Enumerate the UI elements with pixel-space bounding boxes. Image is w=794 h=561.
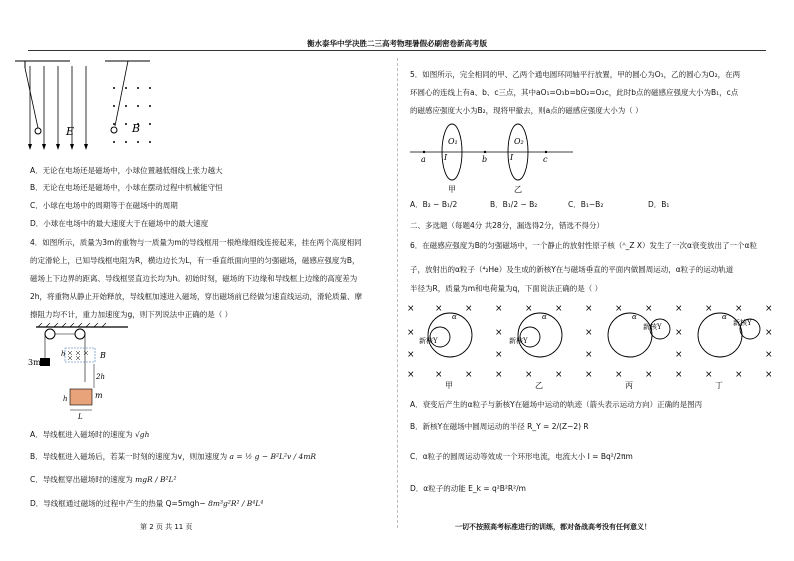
label-jia: 甲	[448, 185, 456, 194]
svg-text:×: ×	[585, 350, 593, 360]
label-i2: I	[510, 153, 514, 162]
page-number: 第 2 页 共 11 页	[140, 523, 193, 531]
q6-line-1: 6．在磁感应强度为B的匀强磁场中，一个静止的放射性原子核（ᴬ_Z X）发生了一次α衰变放出了一个α粒	[410, 241, 757, 250]
svg-text:×: ×	[675, 304, 683, 314]
q4-option-c[interactable]	[30, 475, 177, 484]
svg-text:×: ×	[495, 304, 503, 314]
alpha-label-jia: α	[452, 313, 457, 321]
label-a: a	[421, 155, 426, 164]
svg-text:×: ×	[525, 304, 533, 314]
svg-text:×: ×	[765, 370, 773, 380]
figure-q6-tracks	[405, 297, 785, 389]
label-c: c	[543, 155, 548, 164]
header-rule	[28, 50, 766, 51]
svg-text:×: ×	[735, 370, 743, 380]
column-divider	[397, 58, 398, 528]
page-header: 衡水泰华中学决胜二三高考物理暑假必刷密卷新高考版	[307, 39, 487, 48]
q4-option-b-expr: a = ½ g − B²L²v / 4mR	[229, 452, 317, 461]
q5-option-a[interactable]: A．B₂ − B₁/2	[410, 200, 458, 209]
newcore-label-jia: 新核Y	[419, 337, 438, 345]
svg-text:×: ×	[435, 370, 443, 380]
q4-option-d[interactable]	[30, 499, 263, 508]
alpha-label-bing: α	[632, 313, 637, 321]
q4-option-d-expr: 8m³g²R² / B⁴L⁴	[208, 499, 264, 508]
q4-option-a-text: A．导线框进入磁场时的速度为	[30, 430, 133, 439]
q6-line-3: 半径为R，质量为m和电荷量为q，下面说法正确的是（ ）	[410, 284, 603, 293]
newcore-label-ding: 新核Y	[733, 319, 752, 327]
svg-text:×: ×	[645, 304, 653, 314]
label-e: E	[66, 125, 75, 138]
svg-text:×: ×	[765, 304, 773, 314]
label-m: m	[95, 391, 103, 400]
svg-text:×: ×	[465, 304, 473, 314]
svg-text:×: ×	[765, 350, 773, 360]
panel-label-yi: 乙	[535, 381, 543, 389]
svg-text:×: ×	[615, 370, 623, 380]
q4-option-a[interactable]	[30, 430, 149, 439]
label-b: B	[132, 122, 141, 135]
label-l: L	[78, 413, 83, 421]
label-i1: I	[444, 153, 448, 162]
label-o1: O₁	[448, 137, 458, 146]
svg-text:×: ×	[495, 350, 503, 360]
label-b: b	[482, 155, 488, 164]
q4-option-a-expr: √gh	[135, 430, 150, 439]
svg-text:×: ×	[585, 328, 593, 338]
newcore-label-bing: 新核Y	[643, 323, 662, 331]
q3-option-b[interactable]: B．无论在电场还是磁场中，小球在摆动过程中机械能守恒	[30, 183, 223, 192]
svg-text:×: ×	[765, 328, 773, 338]
panel-label-bing: 丙	[625, 381, 633, 389]
q5-line-1: 5．如图所示，完全相同的甲、乙两个通电圆环同轴平行放置，甲的圆心为O₁，乙的圆心为O₂，在两	[410, 70, 741, 79]
label-yi: 乙	[514, 185, 522, 194]
q4-line-4: 2h，将重物从静止开始释放，导线框加速进入磁场，穿出磁场前已经做匀速直线运动，滑轮质量、摩	[30, 292, 363, 301]
svg-text:×: ×	[675, 328, 683, 338]
label-o2: O₂	[514, 137, 524, 146]
svg-text:×: ×	[495, 370, 503, 380]
q6-option-b[interactable]: B．新核Y在磁场中圆周运动的半径 R_Y = 2/(Z−2) R	[410, 422, 589, 431]
q3-option-d[interactable]: D．小球在电场中的最大速度大于在磁场中的最大速度	[30, 219, 209, 228]
svg-text:×: ×	[675, 350, 683, 360]
figure-pendulum-fields	[10, 58, 160, 158]
label-3m: 3m	[28, 358, 41, 367]
svg-text:×: ×	[705, 370, 713, 380]
q4-option-c-text: C．导线框穿出磁场时的速度为	[30, 475, 133, 484]
footer-motto: 一切不按照高考标准进行的训练，都对备战高考没有任何意义！	[455, 523, 651, 531]
svg-text:×: ×	[495, 328, 503, 338]
label-2h: 2h	[96, 373, 105, 381]
svg-text:×: ×	[585, 304, 593, 314]
q6-option-d[interactable]: D．α粒子的动能 E_k = q²B²R²/m	[410, 484, 526, 493]
newcore-label-yi: 新核Y	[509, 337, 528, 345]
q4-line-3: 磁场上下边界的距离、导线框竖直边长均为h。初始时刻，磁场的下边缘和导线框上边缘的高度差为	[30, 274, 358, 283]
label-h-frame: h	[63, 395, 68, 403]
svg-text:×: ×	[705, 304, 713, 314]
svg-text:×: ×	[407, 328, 415, 338]
svg-text:×: ×	[525, 370, 533, 380]
svg-text:×: ×	[645, 370, 653, 380]
svg-text:×: ×	[675, 370, 683, 380]
svg-text:×: ×	[555, 304, 563, 314]
svg-text:×: ×	[615, 304, 623, 314]
q5-option-b[interactable]: B．B₁/2 − B₂	[490, 200, 538, 209]
svg-text:×: ×	[555, 370, 563, 380]
q5-line-3: 的磁感应强度大小为B₂，现将甲撤去，则a点的磁感应强度大小为（ ）	[410, 106, 643, 115]
panel-label-ding: 丁	[715, 381, 723, 389]
q6-option-a[interactable]: A．衰变后产生的α粒子与新核Y在磁场中运动的轨迹（箭头表示运动方向）正确的是图丙	[410, 400, 703, 409]
q5-option-d[interactable]: D．B₁	[648, 200, 670, 209]
q4-option-c-expr: mgR / B²L²	[135, 475, 177, 484]
alpha-label-ding: α	[722, 313, 727, 321]
svg-text:×: ×	[435, 304, 443, 314]
svg-text:×: ×	[465, 370, 473, 380]
q4-line-5: 擦阻力均不计，重力加速度为g，则下列说法中正确的是（ ）	[30, 310, 233, 319]
figure-q4-pulley	[28, 322, 138, 422]
q6-line-2: 子，放射出的α粒子（⁴₂He）及生成的新核Y在与磁场垂直的平面内做圆周运动，α粒子的运动轨道	[410, 265, 734, 274]
svg-text:×: ×	[585, 370, 593, 380]
q4-option-b-text: B．导线框进入磁场后，若某一时刻的速度为v，则加速度为	[30, 452, 228, 461]
q4-line-2: 的定滑轮上，已知导线框电阻为R，横边边长为L，有一垂直纸面向里的匀强磁场，磁感应强度为B，	[30, 256, 360, 265]
q3-option-a[interactable]: A．无论在电场还是磁场中，小球位置越低细线上张力越大	[30, 166, 223, 175]
svg-text:×: ×	[407, 350, 415, 360]
panel-label-jia: 甲	[445, 381, 453, 389]
svg-text:×: ×	[407, 370, 415, 380]
q3-option-c[interactable]: C．小球在电场中的周期等于在磁场中的周期	[30, 201, 178, 210]
alpha-label-yi: α	[542, 313, 547, 321]
svg-text:×: ×	[407, 304, 415, 314]
label-b-field: B	[100, 351, 106, 360]
q5-line-2: 环圆心的连线上有a、b、c三点，其中aO₁=O₁b=bO₂=O₂c，此时b点的磁感应强度大小为B₁，c点	[410, 88, 739, 97]
label-h-top: h	[61, 350, 66, 358]
svg-text:×: ×	[735, 304, 743, 314]
section-heading: 二、多选题（每题4分 共28分，漏选得2分，错选不得分）	[410, 221, 604, 230]
q4-line-1: 4．如图所示，质量为3m的重物与一质量为m的导线框用一根绝缘细线连接起来，挂在两个高度相同	[30, 238, 362, 247]
q4-option-b[interactable]	[30, 452, 316, 461]
q5-option-c[interactable]: C．B₁−B₂	[568, 200, 604, 209]
figure-q5-rings	[408, 118, 578, 198]
q6-option-c[interactable]: C．α粒子的圆周运动等效成一个环形电流，电流大小 I = Bq²/2πm	[410, 452, 633, 461]
q4-option-d-text: D．导线框通过磁场的过程中产生的热量 Q=5mgh−	[30, 499, 206, 508]
